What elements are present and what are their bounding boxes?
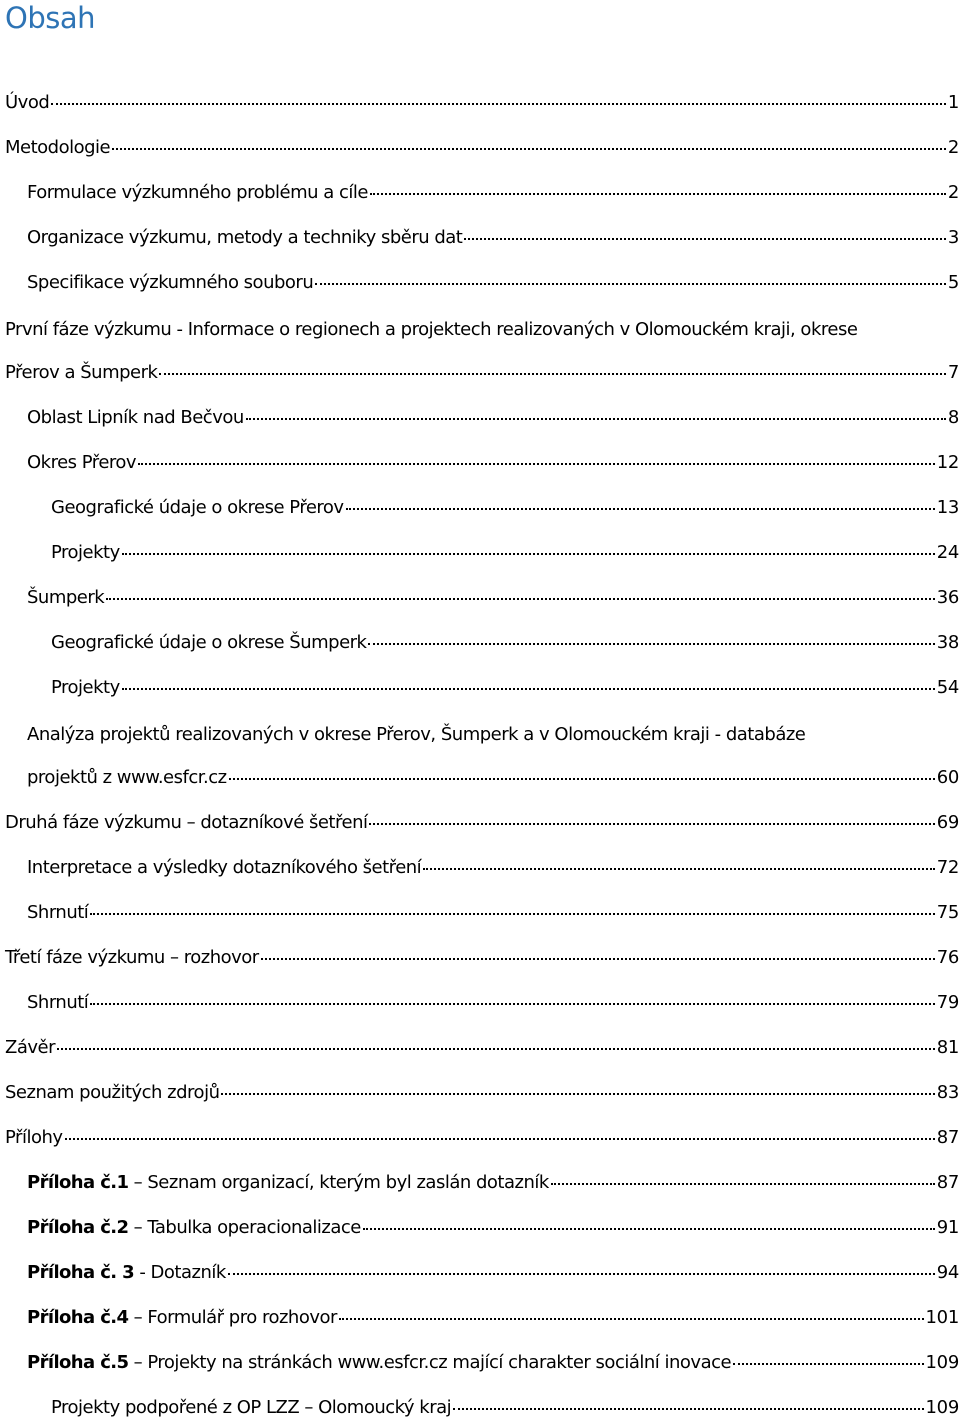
toc-entry[interactable]	[0, 164, 960, 209]
toc-entry-prefix: Příloha č. 3	[27, 1262, 135, 1283]
dot-leader	[159, 372, 945, 375]
toc-entry[interactable]	[0, 614, 960, 659]
toc-entry-label	[27, 451, 136, 475]
toc-entry-label	[27, 1306, 337, 1330]
toc-page-number: 87	[936, 1172, 959, 1193]
toc-entry-label	[27, 1216, 361, 1240]
toc-entry-row	[51, 541, 959, 565]
toc-entry-row	[27, 226, 959, 250]
toc-entry-text: Přerov a Šumperk	[5, 362, 158, 383]
toc-entry-label-line1: První fáze výzkumu - Informace o regionech a projektech realizovaných v Olomouckém kraji, okrese	[5, 319, 858, 340]
toc-entry-text: Úvod	[5, 92, 50, 113]
toc-entry[interactable]	[0, 1109, 960, 1154]
dot-leader	[112, 147, 946, 150]
toc-entry[interactable]	[0, 1064, 960, 1109]
toc-entry-label	[5, 1126, 63, 1150]
toc-entry-label	[5, 1036, 55, 1060]
toc-entry[interactable]	[0, 974, 960, 1019]
toc-page-number: 38	[936, 632, 959, 653]
toc-entry[interactable]	[0, 659, 960, 704]
toc-entry-text: Organizace výzkumu, metody a techniky sběru dat	[27, 227, 463, 248]
dot-leader	[228, 1272, 935, 1275]
toc-entry-text: Specifikace výzkumného souboru	[27, 272, 314, 293]
toc-page-number: 76	[936, 947, 959, 968]
toc-entry-row	[5, 91, 959, 115]
toc-entry-row	[5, 136, 959, 160]
toc-page-number: 24	[936, 542, 959, 563]
toc-entry-row	[27, 1261, 959, 1285]
toc-entry[interactable]	[0, 569, 960, 614]
dot-leader	[57, 1047, 935, 1050]
toc-entry[interactable]	[0, 74, 960, 119]
toc-entry-text: – Seznam organizací, kterým byl zaslán dotazník	[128, 1172, 549, 1193]
dot-leader	[90, 1002, 934, 1005]
dot-leader	[122, 687, 935, 690]
dot-leader	[363, 1227, 935, 1230]
toc-entry-row	[51, 676, 959, 700]
toc-entry-text: Závěr	[5, 1037, 55, 1058]
toc-entry-row	[5, 1036, 959, 1060]
toc-page-number: 109	[925, 1397, 959, 1418]
toc-entry-label	[51, 1396, 451, 1420]
toc-page-number: 81	[936, 1037, 959, 1058]
toc-entry[interactable]	[0, 299, 960, 389]
toc-entry-row	[5, 811, 959, 835]
toc-entry-label	[27, 991, 88, 1015]
toc-entry-text: Okres Přerov	[27, 452, 137, 473]
toc-entry-row	[27, 271, 959, 295]
toc-heading: Obsah	[5, 1, 95, 35]
dot-leader	[138, 462, 935, 465]
toc-page-number: 83	[936, 1082, 959, 1103]
toc-entry-text: Seznam použitých zdrojů	[5, 1082, 220, 1103]
toc-page-number: 60	[936, 767, 959, 788]
toc-page-number: 12	[936, 452, 959, 473]
toc-entry-text: Oblast Lipník nad Bečvou	[27, 407, 244, 428]
toc-entry-label	[51, 676, 120, 700]
dot-leader	[423, 867, 935, 870]
toc-page-number: 75	[936, 902, 959, 923]
toc-entry-row	[27, 1171, 959, 1195]
toc-page-number: 91	[936, 1217, 959, 1238]
toc-page-number: 8	[947, 407, 959, 428]
dot-leader	[464, 237, 945, 240]
toc-entry[interactable]	[0, 254, 960, 299]
dot-leader	[229, 777, 935, 780]
toc-page-number: 7	[947, 362, 959, 383]
dot-leader	[368, 642, 934, 645]
toc-page-number: 54	[936, 677, 959, 698]
toc-entry-text: Projekty podpořené z OP LZZ – Olomoucký kraj	[51, 1397, 452, 1418]
toc-entry-text: Interpretace a výsledky dotazníkového šetření	[27, 857, 422, 878]
dot-leader	[90, 912, 934, 915]
toc-page-number: 36	[936, 587, 959, 608]
toc-entry[interactable]	[0, 1334, 960, 1379]
toc-entry-text: Shrnutí	[27, 992, 89, 1013]
toc-entry-label	[27, 586, 104, 610]
dot-leader	[51, 102, 946, 105]
toc-entry-text: – Formulář pro rozhovor	[128, 1307, 337, 1328]
toc-entry[interactable]	[0, 209, 960, 254]
toc-page-number: 94	[936, 1262, 959, 1283]
toc-page-number: 101	[925, 1307, 959, 1328]
toc-entry-row	[27, 1306, 959, 1330]
toc-page-number: 2	[947, 137, 959, 158]
dot-leader	[369, 822, 934, 825]
toc-entry-text: Projekty	[51, 677, 120, 698]
toc-entry[interactable]	[0, 119, 960, 164]
toc-entry-label	[51, 631, 366, 655]
toc-entry-prefix: Příloha č.5	[27, 1352, 129, 1373]
toc-entry-row	[27, 1216, 959, 1240]
toc-entry-label	[51, 541, 120, 565]
toc-entry[interactable]	[0, 1154, 960, 1199]
toc-entry[interactable]	[0, 1199, 960, 1244]
dot-leader	[733, 1362, 923, 1365]
toc-entry-text: Třetí fáze výzkumu – rozhovor	[5, 947, 259, 968]
toc-entry-label	[5, 811, 367, 835]
toc-entry[interactable]	[0, 434, 960, 479]
toc-entry[interactable]	[0, 704, 960, 794]
toc-entry-text: - Dotazník	[134, 1262, 226, 1283]
toc-entry-label-line1: Analýza projektů realizovaných v okrese Přerov, Šumperk a v Olomouckém kraji - databáze	[27, 724, 806, 745]
dot-leader	[221, 1092, 934, 1095]
toc-entry-row	[27, 406, 959, 430]
toc-entry-label	[27, 226, 462, 250]
toc-entry[interactable]	[0, 479, 960, 524]
toc-entry-text: Přílohy	[5, 1127, 63, 1148]
toc-entry-text: Metodologie	[5, 137, 111, 158]
toc-entry-row	[51, 496, 959, 520]
toc-entry-label	[27, 766, 227, 790]
toc-entry-label	[5, 946, 259, 970]
toc-page-number: 2	[947, 182, 959, 203]
toc-entry-text: – Projekty na stránkách www.esfcr.cz mající charakter sociální inovace	[128, 1352, 732, 1373]
toc-entry[interactable]	[0, 929, 960, 974]
toc-entry-row	[5, 1081, 959, 1105]
toc-entry-row	[27, 856, 959, 880]
toc-entry-row	[27, 181, 959, 205]
toc-entry-text: Šumperk	[27, 587, 105, 608]
toc-entry[interactable]	[0, 524, 960, 569]
toc-entry-text: Projekty	[51, 542, 120, 563]
toc-entry-text: projektů z www.esfcr.cz	[27, 767, 227, 788]
dot-leader	[453, 1407, 923, 1410]
dot-leader	[122, 552, 935, 555]
toc-entry-text: Formulace výzkumného problému a cíle	[27, 182, 368, 203]
toc-entry-text: Geografické údaje o okrese Šumperk	[51, 632, 367, 653]
toc-entry-label	[5, 136, 110, 160]
table-of-contents	[0, 74, 960, 1424]
toc-entry-label	[27, 1261, 226, 1285]
toc-entry-row	[51, 1396, 959, 1420]
toc-entry[interactable]	[0, 884, 960, 929]
toc-entry[interactable]	[0, 1019, 960, 1064]
toc-page-number: 87	[936, 1127, 959, 1148]
dot-leader	[339, 1317, 924, 1320]
toc-entry[interactable]	[0, 839, 960, 884]
toc-entry-label	[27, 271, 313, 295]
toc-entry-label	[51, 496, 344, 520]
toc-page-number: 69	[936, 812, 959, 833]
toc-entry-prefix: Příloha č.1	[27, 1172, 129, 1193]
toc-entry-label	[5, 1081, 219, 1105]
dot-leader	[261, 957, 935, 960]
toc-entry-text: – Tabulka operacionalizace	[128, 1217, 361, 1238]
toc-page-number: 79	[936, 992, 959, 1013]
toc-page-number: 5	[947, 272, 959, 293]
toc-entry[interactable]	[0, 1379, 960, 1424]
dot-leader	[551, 1182, 935, 1185]
toc-entry-text: Geografické údaje o okrese Přerov	[51, 497, 344, 518]
dot-leader	[346, 507, 935, 510]
toc-entry[interactable]	[0, 389, 960, 434]
toc-entry-label	[27, 181, 368, 205]
dot-leader	[246, 417, 946, 420]
toc-entry-row	[5, 361, 959, 385]
toc-page-number: 72	[936, 857, 959, 878]
toc-entry-label	[27, 1171, 549, 1195]
toc-entry-row	[27, 586, 959, 610]
dot-leader	[65, 1137, 935, 1140]
toc-entry-row	[27, 766, 959, 790]
toc-page-number: 109	[925, 1352, 959, 1373]
dot-leader	[315, 282, 946, 285]
toc-entry-label	[27, 406, 244, 430]
dot-leader	[106, 597, 934, 600]
toc-entry-prefix: Příloha č.4	[27, 1307, 129, 1328]
dot-leader	[370, 192, 946, 195]
toc-entry-row	[51, 631, 959, 655]
toc-page-number: 1	[947, 92, 959, 113]
toc-page-number: 13	[936, 497, 959, 518]
toc-entry-label	[27, 856, 421, 880]
toc-entry[interactable]	[0, 1244, 960, 1289]
toc-entry-row	[27, 901, 959, 925]
toc-entry-row	[27, 451, 959, 475]
toc-entry-label	[27, 901, 88, 925]
toc-entry-prefix: Příloha č.2	[27, 1217, 129, 1238]
toc-entry-text: Druhá fáze výzkumu – dotazníkové šetření	[5, 812, 368, 833]
toc-entry-label	[5, 361, 157, 385]
toc-entry-row	[27, 991, 959, 1015]
toc-entry[interactable]	[0, 1289, 960, 1334]
toc-entry-text: Shrnutí	[27, 902, 89, 923]
toc-entry-row	[5, 1126, 959, 1150]
toc-entry-row	[5, 946, 959, 970]
toc-page-number: 3	[947, 227, 959, 248]
toc-entry-label	[5, 91, 49, 115]
toc-entry-label	[27, 1351, 731, 1375]
toc-entry[interactable]	[0, 794, 960, 839]
toc-entry-row	[27, 1351, 959, 1375]
